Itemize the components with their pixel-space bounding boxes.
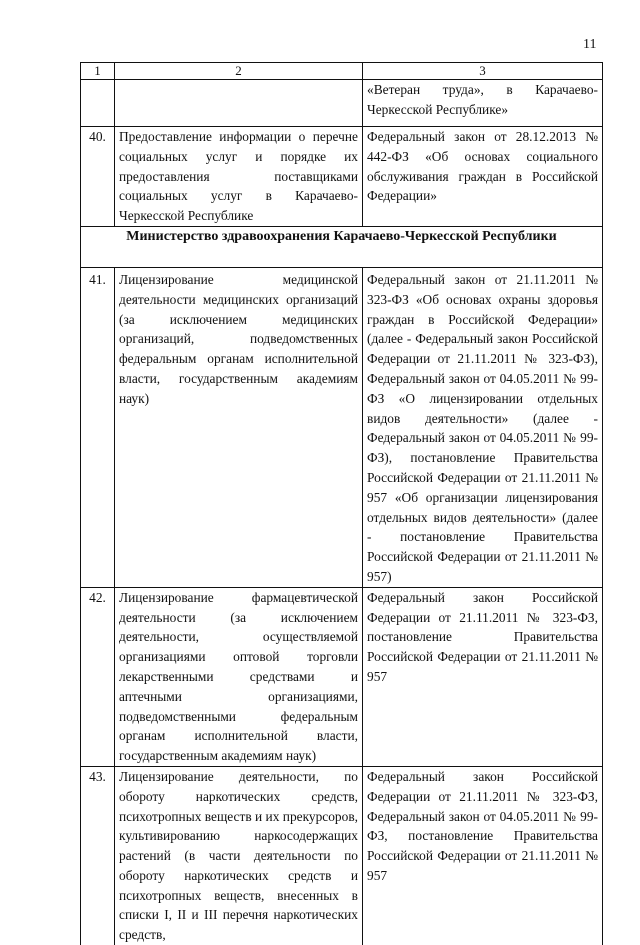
- row-number: 41.: [81, 267, 115, 587]
- cell-basis-continuation: «Ветеран труда», в Карачаево-Черкесской Республике»: [363, 80, 603, 127]
- cell-empty: [81, 80, 115, 127]
- section-header-row: [81, 226, 603, 267]
- service-name: Лицензирование фармацевтической деятельности (за исключением деятельности, осуществляемой организациями оптовой торговли лекарственными средствами и аптечными организациями, подведомственными федеральным органам исполнительной власти, государственным академиям наук): [115, 587, 363, 766]
- table-row: [81, 127, 603, 227]
- service-name: Лицензирование медицинской деятельности медицинских организаций (за исключением медицинских организаций, подведомственных федеральным органам исполнительной власти, государственным академиям наук): [115, 267, 363, 587]
- row-number: 42.: [81, 587, 115, 766]
- legal-basis: Федеральный закон от 28.12.2013 № 442-ФЗ «Об основах социального обслуживания граждан в Российской Федерации»: [363, 127, 603, 227]
- table-row: [81, 766, 603, 945]
- service-name: Предоставление информации о перечне социальных услуг и порядке их предоставления поставщиками социальных услуг в Карачаево-Черкесской Республике: [115, 127, 363, 227]
- section-title: Министерство здравоохранения Карачаево-Черкесской Республики: [81, 226, 603, 267]
- services-table: [80, 62, 603, 945]
- service-name: Лицензирование деятельности, по обороту наркотических средств, психотропных веществ и их прекурсоров, культивированию наркосодержащих растений (в части деятельности по обороту наркотических средств и психотропных веществ, внесенных в списки I, II и III перечня наркотических средств,: [115, 766, 363, 945]
- row-number: 40.: [81, 127, 115, 227]
- column-header-3: 3: [363, 63, 603, 80]
- column-header-2: 2: [115, 63, 363, 80]
- table-header-row: [81, 63, 603, 80]
- cell-empty: [115, 80, 363, 127]
- row-number: 43.: [81, 766, 115, 945]
- column-header-1: 1: [81, 63, 115, 80]
- page-number: 11: [583, 37, 597, 52]
- table-row: [81, 587, 603, 766]
- table-row: [81, 267, 603, 587]
- legal-basis: Федеральный закон Российской Федерации от 21.11.2011 № 323-ФЗ, постановление Правительства Российской Федерации от 21.11.2011 № 957: [363, 587, 603, 766]
- legal-basis: Федеральный закон от 21.11.2011 № 323-ФЗ «Об основах охраны здоровья граждан в Российской Федерации» (далее - Федеральный закон Российской Федерации от 21.11.2011 № 323-ФЗ), Федеральный закон от 04.05.2011 № 99-ФЗ «О лицензировании отдельных видов деятельности» (далее - Федеральный закон от 04.05.2011 № 99-ФЗ), постановление Правительства Российской Федерации от 21.11.2011 № 957 «Об организации лицензирования отдельных видов деятельности» (далее - постановление Правительства Российской Федерации от 21.11.2011 № 957): [363, 267, 603, 587]
- legal-basis: Федеральный закон Российской Федерации от 21.11.2011 № 323-ФЗ, Федеральный закон от 04.05.2011 № 99-ФЗ, постановление Правительства Российской Федерации от 21.11.2011 № 957: [363, 766, 603, 945]
- table-row-continuation: [81, 80, 603, 127]
